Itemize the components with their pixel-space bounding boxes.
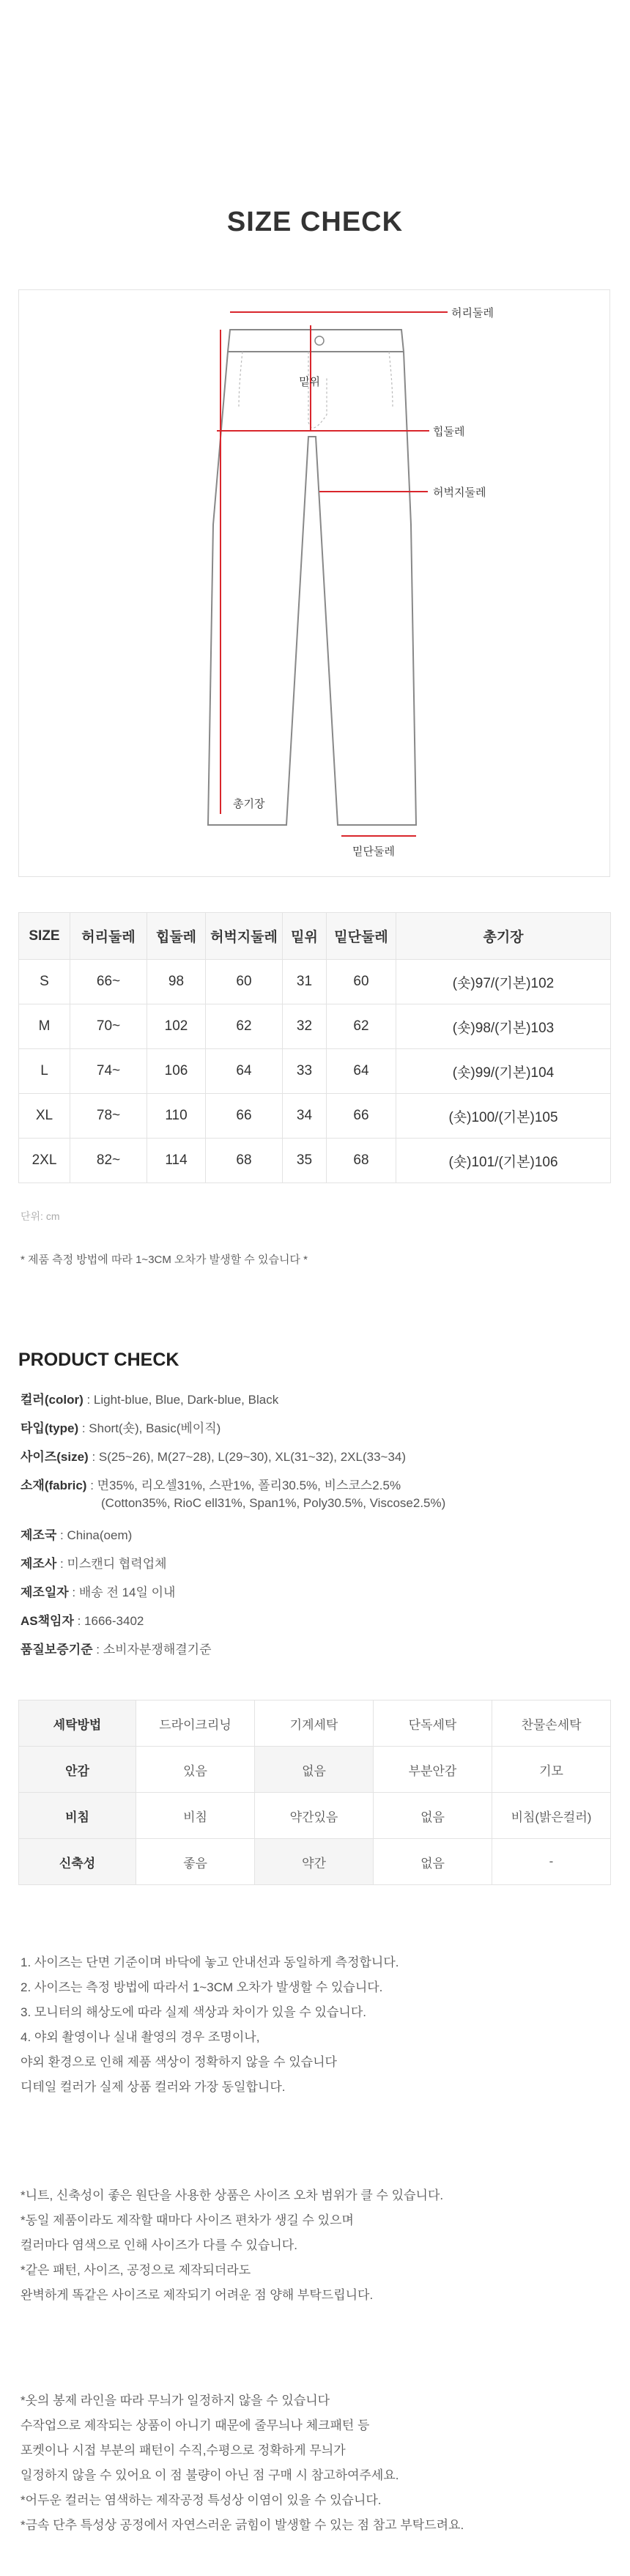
table-row [19,1793,611,1839]
spec-manufacturer [21,1555,167,1573]
table-cell: 없음 [374,1793,492,1839]
note-line: *옷의 봉제 라인을 따라 무늬가 일정하지 않을 수 있습니다 [21,2394,330,2407]
spec-manufacture-date [21,1584,175,1602]
table-cell: 68 [206,1139,283,1183]
size-cell: 2XL [19,1139,70,1183]
table-row [19,1700,611,1747]
table-cell: (숏)99/(기본)104 [396,1049,611,1094]
table-cell: 부분안감 [374,1747,492,1793]
right-pocket-stitch [389,352,393,407]
spec-label: 타입(type) [21,1421,79,1435]
spec-value: : China(oem) [56,1528,133,1542]
table-row [19,1839,611,1885]
table-cell: 기계세탁 [255,1700,374,1747]
note-line: *어두운 컬러는 염색하는 제작공정 특성상 이염이 있을 수 있습니다. [21,2493,382,2507]
spec-fabric [21,1477,445,1512]
spec-value: : 소비자분쟁해결기준 [92,1643,212,1657]
note-line: 일정하지 않을 수 있어요 이 점 불량이 아닌 점 구매 시 참고하여주세요. [21,2468,399,2482]
table-cell: 33 [283,1049,327,1094]
table-cell: 102 [147,1004,206,1049]
table-cell: 35 [283,1139,327,1183]
table-cell: 62 [327,1004,396,1049]
table-cell: 66~ [70,960,147,1004]
button [315,336,324,345]
spec-value: : 면35%, 리오셀31%, 스판1%, 폴리30.5%, 비스코스2.5% [86,1478,401,1492]
table-row [19,1747,611,1793]
table-cell: 110 [147,1094,206,1139]
spec-value: : 배송 전 14일 이내 [68,1585,176,1599]
size-cell: M [19,1004,70,1049]
spec-value: : 미스캔디 협력업체 [56,1557,167,1571]
table-row [19,1004,611,1049]
table-cell: 68 [327,1139,396,1183]
table-cell: 있음 [136,1747,255,1793]
care-table [18,1700,611,1885]
unit-note: 단위: cm [21,1210,60,1222]
pants-outline [208,352,416,825]
table-cell: 74~ [70,1049,147,1094]
header-thigh: 허벅지둘레 [206,913,283,960]
table-cell: 66 [327,1094,396,1139]
table-cell: 64 [206,1049,283,1094]
spec-label: 제조일자 [21,1585,69,1599]
note-line: 디테일 컬러가 실제 상품 컬러와 가장 동일합니다. [21,2080,286,2094]
row-header: 신축성 [19,1839,136,1885]
measurement-notes [21,1950,399,2100]
table-cell: (숏)100/(기본)105 [396,1094,611,1139]
table-row [19,1094,611,1139]
table-cell: 찬물손세탁 [492,1700,611,1747]
table-cell: 98 [147,960,206,1004]
product-check-title: PRODUCT CHECK [18,1350,179,1370]
header-hip: 힙둘레 [147,913,206,960]
table-cell: 66 [206,1094,283,1139]
table-row [19,1139,611,1183]
note-line: 4. 야외 촬영이나 실내 촬영의 경우 조명이나, [21,2030,260,2044]
table-row [19,960,611,1004]
row-header: 세탁방법 [19,1700,136,1747]
size-cell: L [19,1049,70,1094]
table-cell: (숏)97/(기본)102 [396,960,611,1004]
table-cell: 비침(밝은컬러) [492,1793,611,1839]
spec-type [21,1420,220,1437]
spec-color [21,1391,278,1409]
spec-label: 소재(fabric) [21,1478,87,1492]
spec-as-contact [21,1613,144,1630]
size-cell: XL [19,1094,70,1139]
table-cell: 31 [283,960,327,1004]
note-line: *동일 제품이라도 제작할 때마다 사이즈 편차가 생길 수 있으며 [21,2213,354,2227]
hem-label: 밑단둘레 [352,845,395,858]
note-line: 수작업으로 제작되는 상품이 아니기 때문에 줄무늬나 체크패턴 등 [21,2418,370,2432]
size-table [18,912,611,1183]
table-cell: - [492,1839,611,1885]
table-cell: 114 [147,1139,206,1183]
spec-label: 제조국 [21,1528,57,1542]
table-cell: 64 [327,1049,396,1094]
length-label: 총기장 [233,798,265,810]
table-cell: 62 [206,1004,283,1049]
size-cell: S [19,960,70,1004]
table-cell: 드라이크리닝 [136,1700,255,1747]
table-cell: 기모 [492,1747,611,1793]
note-line: 2. 사이즈는 측정 방법에 따라서 1~3CM 오차가 발생할 수 있습니다. [21,1980,383,1994]
spec-value: : Light-blue, Blue, Dark-blue, Black [83,1393,279,1407]
left-pocket-stitch [239,352,242,407]
header-size: SIZE [19,913,70,960]
note-line: *금속 단추 특성상 공정에서 자연스러운 긁힘이 발생할 수 있는 점 참고 부탁드려요. [21,2518,464,2532]
page-title: SIZE CHECK [226,207,404,237]
table-cell: 60 [327,960,396,1004]
note-line: 컬러마다 염색으로 인해 사이즈가 다를 수 있습니다. [21,2238,297,2252]
table-cell: 78~ [70,1094,147,1139]
table-cell: 약간 [255,1839,374,1885]
spec-label: 품질보증기준 [21,1643,93,1657]
header-hem: 밑단둘레 [327,913,396,960]
size-table-header-row [19,913,611,960]
table-cell: 32 [283,1004,327,1049]
spec-label: AS책임자 [21,1614,74,1628]
table-cell: 106 [147,1049,206,1094]
table-row [19,1049,611,1094]
table-cell: 34 [283,1094,327,1139]
waist-label: 허리둘레 [451,307,494,319]
spec-value: : S(25~26), M(27~28), L(29~30), XL(31~32), 2XL(33~34) [88,1450,407,1464]
note-line: 3. 모니터의 해상도에 따라 실제 색상과 차이가 있을 수 있습니다. [21,2005,366,2019]
row-header: 비침 [19,1793,136,1839]
table-cell: 없음 [255,1747,374,1793]
spec-value: : Short(숏), Basic(베이직) [78,1421,221,1435]
note-line: 1. 사이즈는 단면 기준이며 바닥에 놓고 안내선과 동일하게 측정합니다. [21,1955,399,1969]
size-diagram [18,289,610,877]
table-cell: 약간있음 [255,1793,374,1839]
spec-label: 제조사 [21,1557,57,1571]
table-cell: (숏)98/(기본)103 [396,1004,611,1049]
hip-label: 힙둘레 [433,426,465,438]
table-cell: 60 [206,960,283,1004]
table-cell: 좋음 [136,1839,255,1885]
spec-label: 컬러(color) [21,1393,84,1407]
size-tolerance-notes [21,2183,443,2308]
spec-country [21,1527,132,1544]
spec-value-continued: (Cotton35%, RioC ell31%, Span1%, Poly30.5%, Viscose2.5%) [101,1496,446,1510]
note-line: 완벽하게 똑같은 사이즈로 제작되기 어려운 점 양해 부탁드립니다. [21,2288,374,2302]
table-cell: (숏)101/(기본)106 [396,1139,611,1183]
header-rise: 밑위 [283,913,327,960]
table-cell: 비침 [136,1793,255,1839]
rise-label: 밑위 [299,376,320,388]
table-cell: 없음 [374,1839,492,1885]
header-waist: 허리둘레 [70,913,147,960]
note-line: 포켓이나 시접 부분의 패턴이 수직,수평으로 정확하게 무늬가 [21,2443,346,2457]
note-line: *니트, 신축성이 좋은 원단을 사용한 상품은 사이즈 오차 범위가 클 수 있습니다. [21,2188,444,2202]
spec-quality-standard [21,1641,212,1659]
header-length: 총기장 [396,913,611,960]
spec-size [21,1448,406,1466]
table-cell: 단독세탁 [374,1700,492,1747]
thigh-label: 허벅지둘레 [433,486,486,499]
note-line: *같은 패턴, 사이즈, 공정으로 제작되더라도 [21,2263,251,2277]
note-line: 야외 환경으로 인해 제품 색상이 정확하지 않을 수 있습니다 [21,2055,337,2069]
spec-label: 사이즈(size) [21,1450,89,1464]
pattern-notes [21,2388,464,2538]
row-header: 안감 [19,1747,136,1793]
spec-value: : 1666-3402 [73,1614,144,1628]
table-cell: 82~ [70,1139,147,1183]
tolerance-note: * 제품 측정 방법에 따라 1~3CM 오차가 발생할 수 있습니다 * [21,1254,308,1266]
table-cell: 70~ [70,1004,147,1049]
